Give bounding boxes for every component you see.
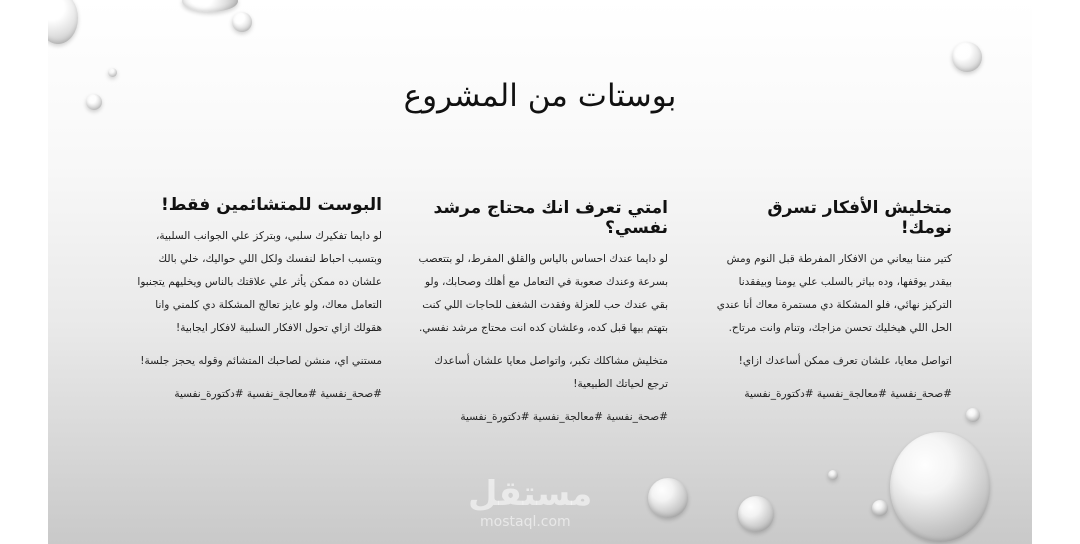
post-column-sleep	[712, 198, 952, 416]
slide-title: بوستات من المشروع	[403, 78, 677, 114]
post-heading: متخليش الأفكار تسرق نومك!	[767, 198, 952, 238]
post-body: لو دايما تفكيرك سلبي، وبتركز علي الجوانب السلبية، وبتسبب احباط لنفسك ولكل اللي حواليك، خلي بالك علشان ده ممكن يأثر علي علاقتك بالناس ويخليهم يتجنبوا التعامل معاك، ولو عايز تعالج المشكلة دي كلمني وانا هقولك ازاي تحول الافكار السلبية لافكار ايجابية!	[137, 230, 382, 334]
water-drop-decoration	[952, 42, 982, 72]
watermark-logo: مستقل	[468, 474, 593, 514]
water-drop-decoration	[890, 432, 990, 542]
post-column-pessimists	[132, 195, 382, 416]
water-drop-decoration	[872, 500, 888, 516]
watermark-domain: mostaql.com	[480, 514, 571, 530]
water-drop-decoration	[828, 470, 838, 480]
water-drop-decoration	[738, 496, 774, 532]
water-drop-decoration	[182, 0, 238, 12]
water-drop-decoration	[232, 12, 252, 32]
water-drop-decoration	[48, 0, 78, 44]
post-hashtags: #صحة_نفسية #معالجة_نفسية #دكتورة_نفسية	[744, 388, 952, 400]
post-heading: البوست للمتشائمين فقط!	[160, 195, 382, 215]
post-body: كتير مننا بيعاني من الافكار المفرطة قبل النوم ومش بيقدر يوقفها، وده بياثر بالسلب علي يومنا وبيفقدنا التركيز نهائي، فلو المشكلة دي مستمرة معاك أنا عندي الحل اللي هيخليك تحسن مزاجك، وتنام وانت مرتاح.	[716, 253, 952, 334]
water-drop-decoration	[648, 478, 688, 518]
post-hashtags: #صحة_نفسية #معالجة_نفسية #دكتورة_نفسية	[460, 411, 668, 423]
post-call-to-action: متخليش مشاكلك تكبر، واتواصل معايا علشان أساعدك ترجع لحياتك الطبيعية!	[434, 355, 668, 390]
water-drop-decoration	[108, 68, 117, 77]
post-body: لو دايما عندك احساس بالياس والقلق المفرط، لو بتتعصب بسرعة وعندك صعوبة في التعامل مع أهلك وصحابك، ولو بقي عندك حب للعزلة وفقدت الشغف للحاجات اللي كنت بتهتم بيها قبل كده، وعلشان كده انت محتاج مرشد نفسي.	[418, 253, 668, 334]
post-hashtags: #صحة_نفسية #معالجة_نفسية #دكتورة_نفسية	[174, 388, 382, 400]
presentation-slide	[48, 0, 1032, 544]
post-heading: امتي تعرف انك محتاج مرشد نفسي؟	[433, 198, 668, 238]
water-drop-decoration	[966, 408, 980, 422]
post-call-to-action: مستني اي، منشن لصاحبك المتشائم وقوله يحجز جلسة!	[140, 355, 382, 367]
post-call-to-action: اتواصل معايا، علشان تعرف ممكن أساعدك ازاي!	[738, 355, 952, 367]
post-column-counselor	[416, 198, 668, 439]
